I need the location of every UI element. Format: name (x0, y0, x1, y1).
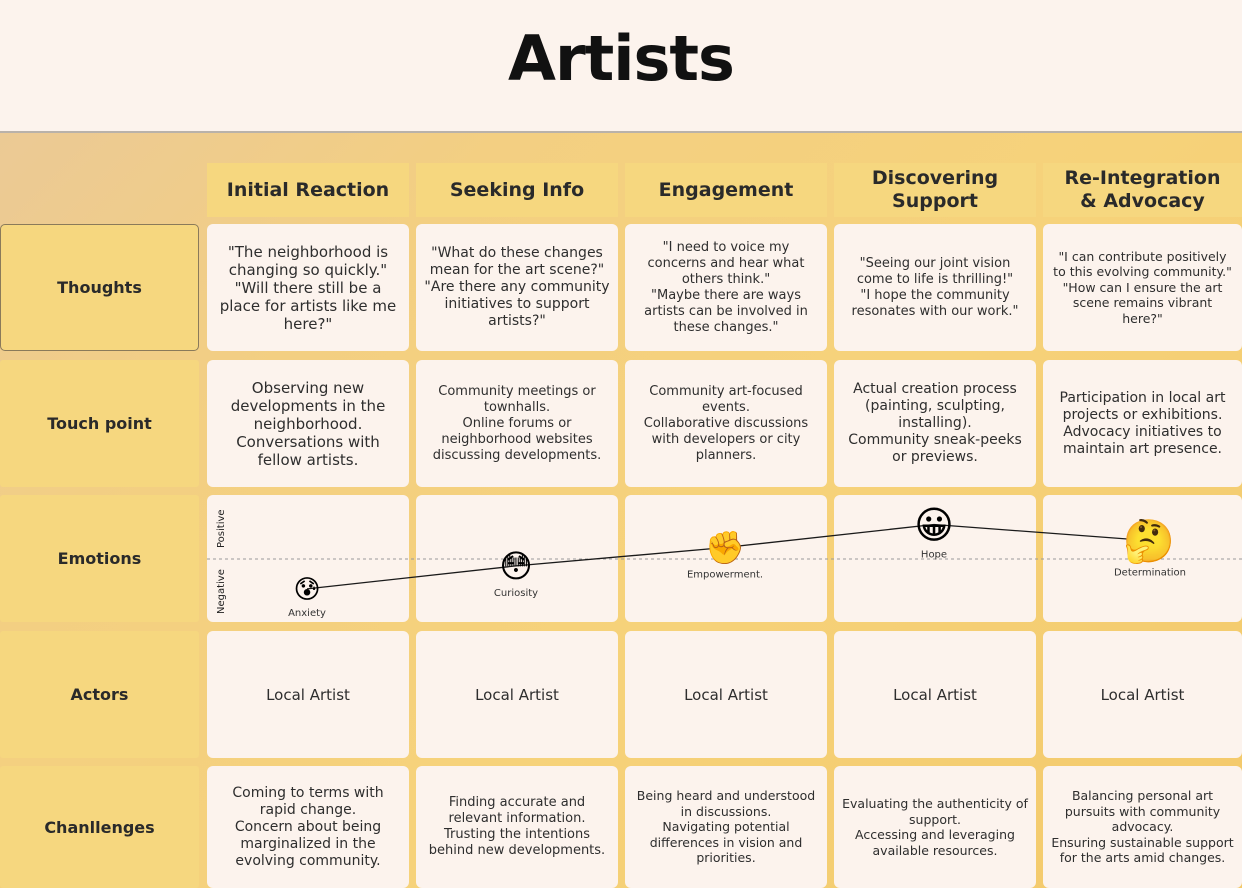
actor-cell: Local Artist (1043, 631, 1242, 758)
thoughts-cell: "The neighborhood is changing so quickly." "Will there still be a place for artists like me here?" (207, 224, 409, 351)
thoughts-cell: "What do these changes mean for the art scene?" "Are there any community initiatives to support artists?" (416, 224, 618, 351)
touchpoint-cell: Participation in local art projects or exhibitions. Advocacy initiatives to maintain art presence. (1043, 360, 1242, 487)
touchpoint-cell: Observing new developments in the neighborhood. Conversations with fellow artists. (207, 360, 409, 487)
axis-negative-label: Negative (216, 569, 227, 614)
stage-header-seeking-info: Seeking Info (416, 163, 618, 217)
anxious-face-icon: 😰 (293, 575, 321, 605)
touchpoint-cell: Community meetings or townhalls. Online forums or neighborhood websites discussing developments. (416, 360, 618, 487)
thoughts-cell: "Seeing our joint vision come to life is thrilling!" "I hope the community resonates with our work." (834, 224, 1036, 351)
grinning-face-icon: 😀 (914, 502, 954, 547)
page-title: Artists (508, 22, 734, 95)
stage-header-initial-reaction: Initial Reaction (207, 163, 409, 217)
emotion-label: Empowerment. (686, 569, 764, 581)
challenge-cell: Being heard and understood in discussions. Navigating potential differences in vision and priorities. (625, 766, 827, 888)
challenge-cell: Evaluating the authenticity of support. Accessing and leveraging available resources. (834, 766, 1036, 888)
emotion-label: Anxiety (288, 607, 326, 619)
axis-positive-label: Positive (216, 509, 227, 548)
row-header-touchpoint: Touch point (0, 360, 199, 487)
raised-fists-icon: ✊ (705, 528, 745, 567)
emotion-label: Curiosity (493, 587, 539, 599)
actor-cell: Local Artist (834, 631, 1036, 758)
row-header-actors: Actors (0, 631, 199, 758)
actor-cell: Local Artist (625, 631, 827, 758)
thoughts-cell: "I can contribute positively to this evolving community." "How can I ensure the art scene remains vibrant here?" (1043, 224, 1242, 351)
row-header-emotions: Emotions (0, 495, 199, 622)
emotion-cell (625, 495, 827, 622)
row-header-challenges: Chanllenges (0, 766, 199, 888)
header-bar (0, 0, 1242, 133)
challenge-cell: Finding accurate and relevant information. Trusting the intentions behind new developments. (416, 766, 618, 888)
row-header-thoughts[interactable]: Thoughts (0, 224, 199, 351)
emotion-label: Determination (1113, 567, 1187, 579)
emotion-cell (834, 495, 1036, 622)
challenge-cell: Coming to terms with rapid change. Concern about being marginalized in the evolving community. (207, 766, 409, 888)
touchpoint-cell: Community art-focused events. Collaborative discussions with developers or city planners. (625, 360, 827, 487)
touchpoint-cell: Actual creation process (painting, sculpting, installing). Community sneak-peeks or previews. (834, 360, 1036, 487)
emotion-cell (416, 495, 618, 622)
actor-cell: Local Artist (416, 631, 618, 758)
emotion-cell (207, 495, 409, 622)
stage-header-reintegration-advocacy: Re-Integration & Advocacy (1043, 163, 1242, 217)
actor-cell: Local Artist (207, 631, 409, 758)
thinking-face-icon: 🤔 (1122, 516, 1176, 566)
flushed-face-icon: 😳 (499, 547, 533, 586)
stage-header-discovering-support: Discovering Support (834, 163, 1036, 217)
emotion-label: Hope (920, 549, 948, 561)
emotion-cell (1043, 495, 1242, 622)
challenge-cell: Balancing personal art pursuits with community advocacy. Ensuring sustainable support for the arts amid changes. (1043, 766, 1242, 888)
stage-header-engagement: Engagement (625, 163, 827, 217)
thoughts-cell: "I need to voice my concerns and hear what others think." "Maybe there are ways artists can be involved in these changes." (625, 224, 827, 351)
